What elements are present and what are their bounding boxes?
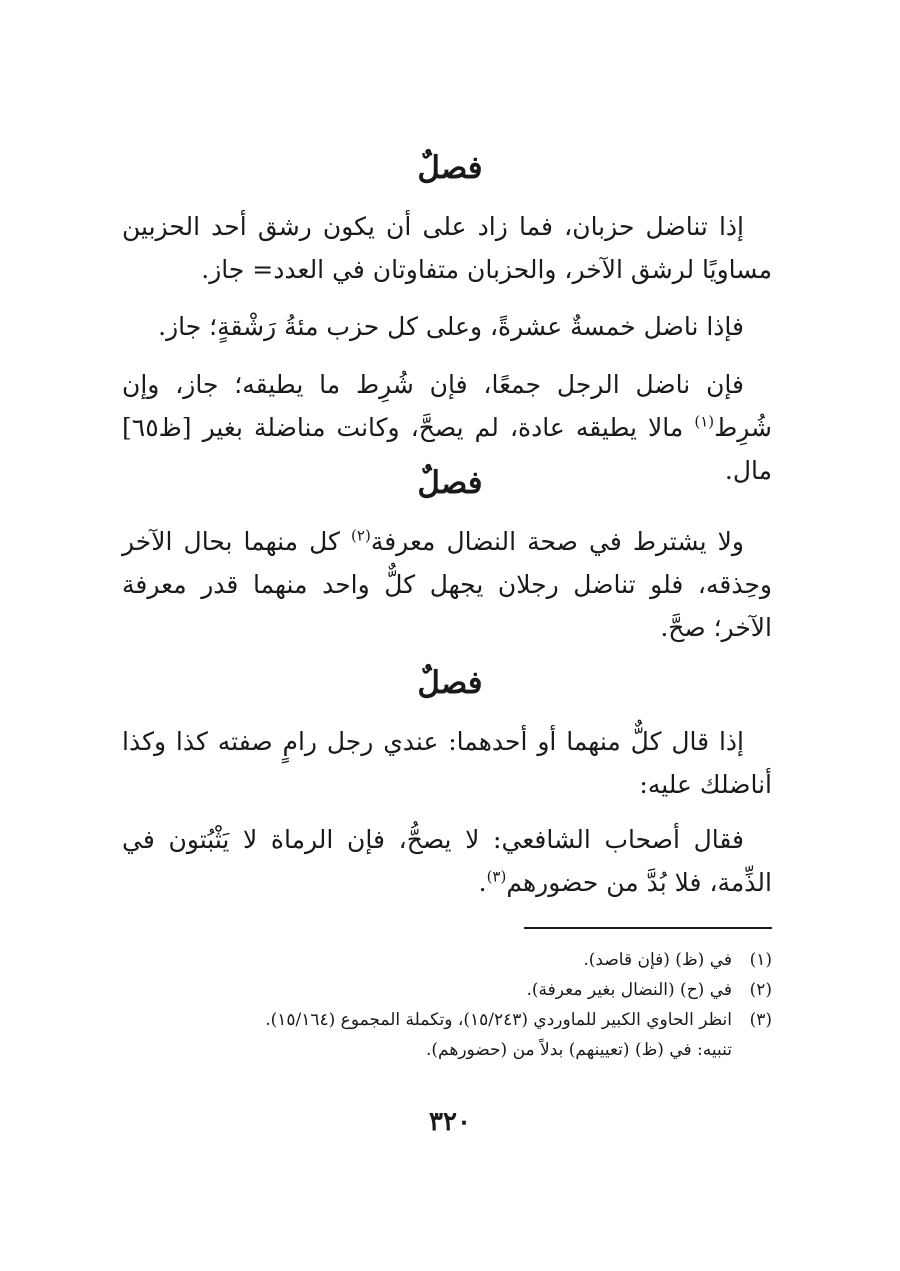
footnote-ref-1[interactable]: (١) xyxy=(694,412,715,431)
paragraph-text: فإن ناضل الرجل جمعًا، فإن شُرِط ما يطيقه؛ جاز، وإن شُرِط xyxy=(122,370,772,442)
paragraph-3-2 xyxy=(122,818,772,904)
paragraph-3-1 xyxy=(122,720,772,806)
paragraph-text: إذا قال كلٌّ منهما أو أحدهما: عندي رجل رامٍ صفته كذا وكذا أناضلك عليه: xyxy=(122,727,772,799)
footnote-1 xyxy=(122,945,772,975)
footnote-number: (١) xyxy=(749,950,772,970)
paragraph-1-1 xyxy=(122,205,772,291)
footnote-text: في (ظ) (فإن قاصد). xyxy=(583,950,732,970)
footnote-2 xyxy=(122,975,772,1005)
footnote-ref-2[interactable]: (٢) xyxy=(351,526,371,545)
page-number: ٣٢٠ xyxy=(429,1107,471,1137)
paragraph-text: ولا يشترط في صحة النضال معرفة xyxy=(370,527,744,556)
paragraph-2-1 xyxy=(122,520,772,649)
paragraph-text: فإذا ناضل خمسةٌ عشرةً، وعلى كل حزب مئةُ رَشْقةٍ؛ جاز. xyxy=(158,312,744,341)
paragraph-text: فقال أصحاب الشافعي: لا يصحُّ، فإن الرماة لا يَثْبُتون في الذِّمة، فلا بُدَّ من حضورهم xyxy=(122,825,772,897)
paragraph-text: كل منهما بحال الآخر وحِذقه، فلو تناضل رجلان يجهل كلٌّ واحد منهما قدر معرفة الآخر؛ صحَّ. xyxy=(122,527,772,642)
paragraph-1-2 xyxy=(122,305,772,348)
section-heading-2: فصلٌ xyxy=(417,465,483,501)
footnote-text: انظر الحاوي الكبير للماوردي (١٥/٢٤٣)، وتكملة المجموع (١٥/١٦٤). xyxy=(265,1010,732,1030)
footnote-text: في (ح) (النضال بغير معرفة). xyxy=(526,980,732,1000)
footnote-number: (٣) xyxy=(749,1010,772,1030)
paragraph-text: . xyxy=(478,868,487,897)
footnote-note: تنبيه: في (ظ) (تعيينهم) بدلاً من (حضورهم). xyxy=(426,1040,732,1060)
footnotes xyxy=(122,945,772,1065)
paragraph-text: مالا يطيقه عادة، لم يصحَّ، وكانت مناضلة بغير [ظ٦٥] مال. xyxy=(122,413,772,485)
footnote-separator xyxy=(524,927,772,929)
footnote-3 xyxy=(122,1005,772,1035)
footnote-number: (٢) xyxy=(749,980,772,1000)
section-heading-3: فصلٌ xyxy=(417,665,483,701)
section-heading-1: فصلٌ xyxy=(417,150,483,186)
paragraph-text: إذا تناضل حزبان، فما زاد على أن يكون رشق أحد الحزبين مساويًا لرشق الآخر، والحزبان متفاوتان في العدد= جاز. xyxy=(122,212,772,284)
footnote-ref-3[interactable]: (٣) xyxy=(486,867,507,886)
